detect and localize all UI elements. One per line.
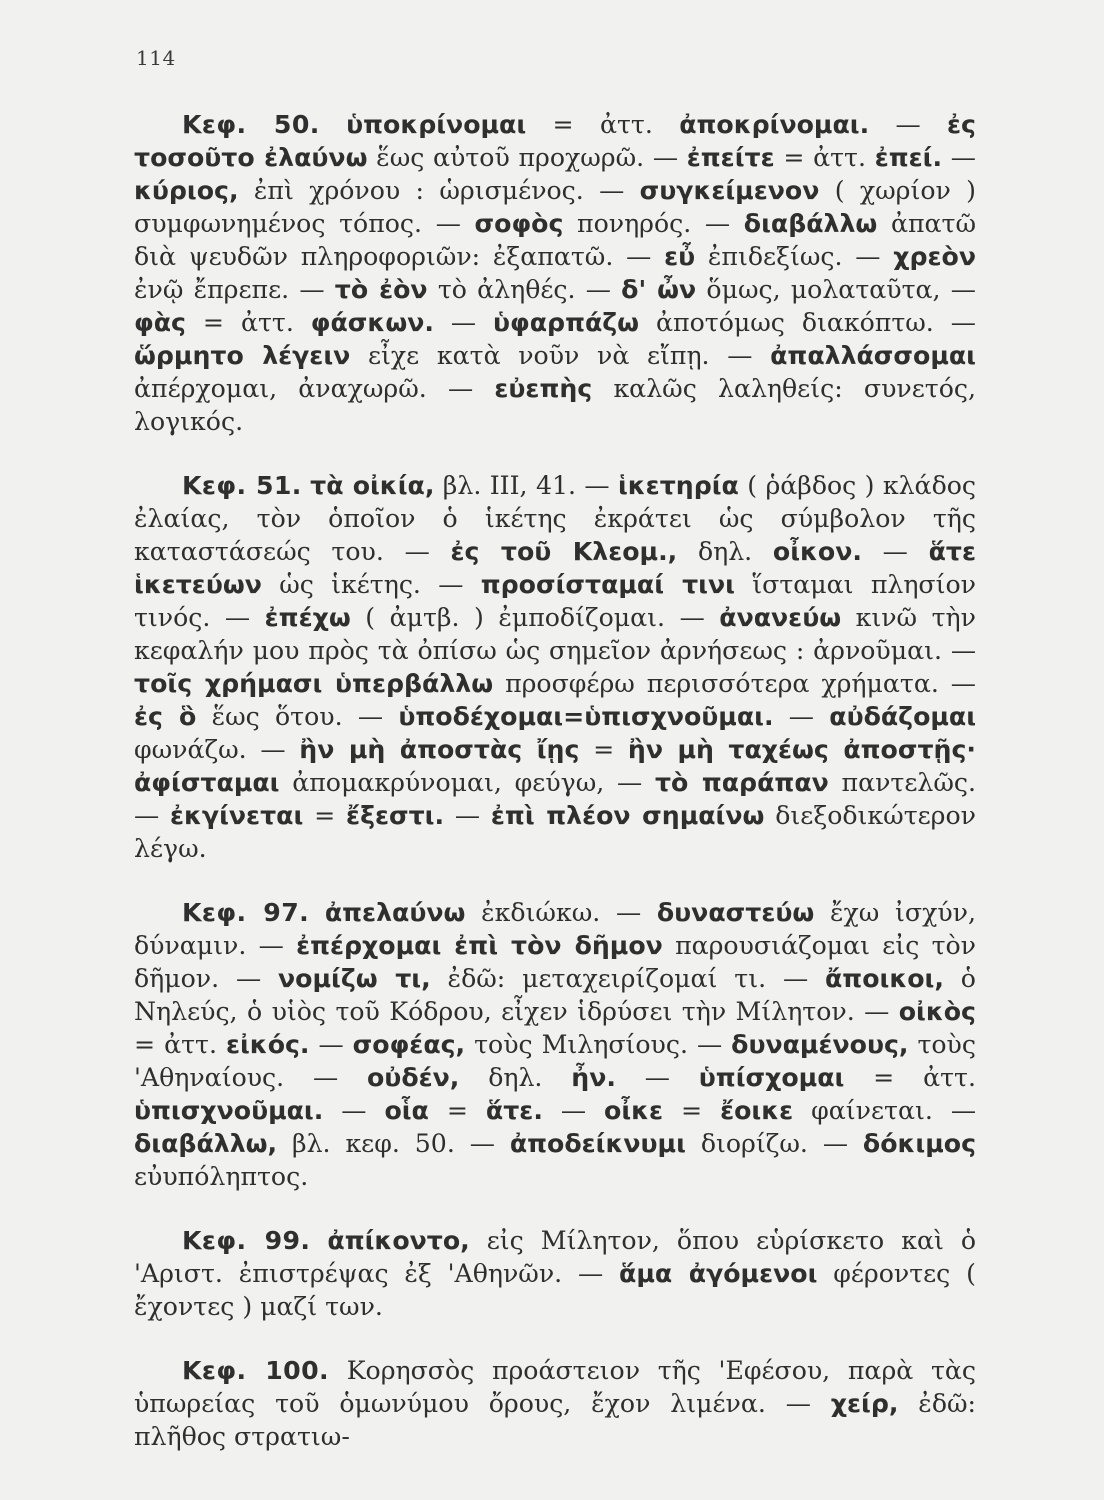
- glossary-definition: προσφέρω περισσότερα χρήματα.: [505, 669, 939, 698]
- glossary-term: αὐδάζομαι: [829, 702, 977, 731]
- separator-dash: —: [615, 898, 657, 927]
- glossary-definition: τοὺς 'Αθηναίους.: [134, 1030, 976, 1092]
- glossary-definition: ὡς ἱκέτης.: [279, 570, 421, 599]
- glossary-definition: ὅμως, μολαταῦτα,: [706, 275, 941, 304]
- separator-dash: —: [454, 801, 491, 830]
- glossary-term: εἰκός.: [225, 1030, 310, 1059]
- chapter-label: Κεφ. 50.: [182, 110, 320, 139]
- glossary-definition: ἐπὶ χρόνου : ὡρισμένος.: [253, 176, 584, 205]
- glossary-term: τὸ παράπαν: [654, 768, 829, 797]
- glossary-term: ἀνανεύω: [719, 603, 842, 632]
- separator-dash: —: [626, 242, 665, 271]
- glossary-term: τὸ ἐὸν: [334, 275, 428, 304]
- page-number: 114: [136, 46, 176, 70]
- glossary-definition: ἐκδιώκω.: [481, 898, 601, 927]
- glossary-term: ἐπεί.: [874, 143, 943, 172]
- glossary-definition: τοὺς Μιλησίους.: [474, 1030, 688, 1059]
- separator-dash: —: [882, 537, 929, 566]
- separator-dash: —: [235, 964, 279, 993]
- separator-dash: —: [704, 209, 744, 238]
- separator-dash: —: [599, 176, 640, 205]
- glossary-definition: διορίζω.: [700, 1129, 808, 1158]
- glossary-definition: ὁ Νηλεύς, ὁ υἱὸς τοῦ Κόδρου, εἶχεν ἱδρύσει τὴν Μίλητον.: [134, 964, 976, 1026]
- glossary-term: ὥρμητο λέγειν: [134, 341, 351, 370]
- glossary-definition: φέροντες ( ἔχοντες ) μαζί των.: [134, 1259, 976, 1321]
- glossary-definition: =: [446, 1096, 468, 1125]
- separator-dash: —: [822, 1129, 863, 1158]
- separator-dash: —: [578, 1259, 620, 1288]
- entry-items: [134, 898, 976, 1191]
- separator-dash: —: [895, 110, 948, 139]
- glossary-term: ἀφίσταμαι: [134, 768, 280, 797]
- glossary-definition: παντελῶς.: [841, 768, 977, 797]
- separator-dash: —: [584, 471, 618, 500]
- separator-dash: —: [258, 931, 297, 960]
- glossary-term: ἱκετηρία: [617, 471, 739, 500]
- glossary-definition: = ἀττ.: [134, 1030, 217, 1059]
- glossary-term: τὰ οἰκία,: [310, 471, 435, 500]
- glossary-term: δ' ὦν: [621, 275, 697, 304]
- glossary-definition: ἀπατῶ διὰ ψευδῶν πληροφοριῶν: ἐξαπατῶ.: [134, 209, 976, 271]
- separator-dash: —: [782, 964, 825, 993]
- glossary-definition: ἀπομακρύνομαι, φεύγω,: [292, 768, 605, 797]
- glossary-term: δυναμένους,: [731, 1030, 909, 1059]
- glossary-term: ἀπαλλάσσομαι: [770, 341, 976, 370]
- entry-items: [134, 471, 976, 863]
- glossary-definition: πονηρός.: [577, 209, 692, 238]
- separator-dash: —: [679, 603, 720, 632]
- separator-dash: —: [950, 308, 976, 337]
- separator-dash: —: [469, 1129, 510, 1158]
- separator-dash: —: [788, 702, 830, 731]
- glossary-definition: κινῶ τὴν κεφαλήν μου πρὸς τὰ ὀπίσω ὡς σημεῖον ἀρνήσεως : ἀρνοῦμαι.: [134, 603, 976, 665]
- glossary-definition: διεξοδικώτερον λέγω.: [134, 801, 976, 863]
- glossary-definition: ἀποτόμως διακόπτω.: [656, 308, 934, 337]
- glossary-term: χείρ,: [830, 1389, 899, 1418]
- glossary-definition: Κορησσὸς προάστειον τῆς 'Εφέσου, παρὰ τὰς ὑπωρείας τοῦ ὁμωνύμου ὄρους, ἔχον λιμένα.: [134, 1356, 976, 1418]
- glossary-term: ἢν μὴ ταχέως ἀποστῇς·: [627, 735, 976, 764]
- glossary-term: ἀποκρίνομαι.: [679, 110, 870, 139]
- separator-dash: —: [950, 636, 976, 665]
- glossary-term: ὑποδέχομαι=ὑπισχνοῦμαι.: [398, 702, 774, 731]
- chapter-entry-50: [134, 108, 976, 438]
- chapter-entry-97: [134, 896, 976, 1193]
- glossary-term: ἢν μὴ ἀποστὰς ἴῃς: [299, 735, 580, 764]
- glossary-term: τοῖς χρήμασι ὑπερβάλλω: [134, 669, 494, 698]
- separator-dash: —: [950, 669, 976, 698]
- glossary-term: ἔοικε: [720, 1096, 794, 1125]
- glossary-term: ἔξεστι.: [346, 801, 445, 830]
- glossary-definition: δηλ.: [488, 1063, 543, 1092]
- glossary-term: οἰκὸς: [898, 997, 976, 1026]
- chapter-label: Κεφ. 51.: [182, 471, 302, 500]
- separator-dash: —: [696, 1030, 732, 1059]
- glossary-term: ἐπὶ πλέον σημαίνω: [490, 801, 765, 830]
- glossary-term: ἅτε.: [485, 1096, 543, 1125]
- glossary-term: ἅτε ἱκετεύων: [134, 537, 976, 599]
- glossary-definition: =: [593, 735, 615, 764]
- glossary-term: ἐς ὃ: [134, 702, 197, 731]
- glossary-definition: ἕως αὐτοῦ προχωρῶ.: [376, 143, 645, 172]
- glossary-definition: βλ. κεφ. 50.: [292, 1129, 455, 1158]
- glossary-definition: εἰς Μίλητον, ὅπου εὑρίσκετο καὶ ὁ 'Αριστ. ἐπιστρέψας ἐξ 'Αθηνῶν.: [134, 1226, 976, 1288]
- glossary-term: ἄποικοι,: [825, 964, 944, 993]
- glossary-definition: εὐυπόληπτος.: [134, 1162, 309, 1191]
- entry-items: [134, 110, 976, 436]
- glossary-definition: τὸ ἀληθές.: [437, 275, 576, 304]
- glossary-definition: =: [314, 801, 336, 830]
- glossary-term: ἀποδείκνυμι: [509, 1129, 686, 1158]
- chapter-entry-51: [134, 469, 976, 865]
- glossary-term: διαβάλλω: [743, 209, 878, 238]
- glossary-definition: βλ. III, 41.: [442, 471, 576, 500]
- glossary-definition: ( χωρίον ) συμφωνημένος τόπος.: [134, 176, 976, 238]
- separator-dash: —: [727, 341, 771, 370]
- separator-dash: —: [438, 570, 481, 599]
- glossary-definition: καλῶς λαληθείς: συνετός, λογικός.: [134, 374, 976, 436]
- glossary-term: ὑφαρπάζω: [493, 308, 640, 337]
- glossary-definition: εἶχε κατὰ νοῦν νὰ εἴπῃ.: [367, 341, 710, 370]
- separator-dash: —: [617, 768, 655, 797]
- glossary-definition: ( ῥάβδος ) κλάδος ἐλαίας, τὸν ὁποῖον ὁ ἱκέτης ἐκράτει ὡς σύμβολον τῆς καταστάσεώς του.: [134, 471, 977, 566]
- chapter-label: Κεφ. 99.: [182, 1226, 311, 1255]
- separator-dash: —: [318, 1030, 353, 1059]
- glossary-term: ἐπέρχομαι ἐπὶ τὸν δῆμον: [296, 931, 663, 960]
- chapter-label: Κεφ. 100.: [182, 1356, 330, 1385]
- glossary-term: ἐς τοσοῦτο ἐλαύνω: [134, 110, 976, 172]
- separator-dash: —: [950, 275, 976, 304]
- separator-dash: —: [644, 1063, 699, 1092]
- glossary-term: προσίσταμαί τινι: [480, 570, 735, 599]
- glossary-term: χρεὸν: [893, 242, 976, 271]
- glossary-definition: = ἀττ.: [202, 308, 294, 337]
- separator-dash: —: [864, 997, 899, 1026]
- separator-dash: —: [260, 735, 300, 764]
- glossary-term: διαβάλλω,: [134, 1129, 278, 1158]
- glossary-term: νομίζω τι,: [278, 964, 431, 993]
- separator-dash: —: [950, 143, 976, 172]
- glossary-term: οἶκον.: [772, 537, 862, 566]
- separator-dash: —: [435, 209, 475, 238]
- glossary-term: εὖ: [664, 242, 696, 271]
- glossary-definition: ἐδῶ: πλῆθος στρατιω-: [134, 1389, 977, 1451]
- glossary-definition: = ἀττ.: [873, 1063, 976, 1092]
- chapter-label: Κεφ. 97.: [182, 898, 310, 927]
- glossary-term: δόκιμος: [862, 1129, 977, 1158]
- glossary-definition: ἐπιδεξίως.: [707, 242, 843, 271]
- glossary-definition: ἐνῷ ἔπρεπε.: [134, 275, 290, 304]
- glossary-definition: δηλ.: [697, 537, 753, 566]
- glossary-term: ἐπείτε: [686, 143, 775, 172]
- glossary-term: ὑπίσχομαι: [698, 1063, 845, 1092]
- glossary-term: ὑπισχνοῦμαι.: [134, 1096, 324, 1125]
- glossary-term: δυναστεύω: [656, 898, 815, 927]
- separator-dash: —: [224, 603, 265, 632]
- glossary-term: οἶκε: [604, 1096, 664, 1125]
- separator-dash: —: [855, 242, 894, 271]
- separator-dash: —: [341, 1096, 385, 1125]
- glossary-term: οἷα: [384, 1096, 429, 1125]
- glossary-definition: φαίνεται.: [811, 1096, 933, 1125]
- glossary-definition: = ἀττ.: [552, 110, 653, 139]
- glossary-definition: ἀπέρχομαι, ἀναχωρῶ.: [134, 374, 427, 403]
- glossary-term: ἐκγίνεται: [170, 801, 304, 830]
- separator-dash: —: [560, 1096, 605, 1125]
- glossary-definition: παρουσιάζομαι εἰς τὸν δῆμον.: [134, 931, 976, 993]
- separator-dash: —: [950, 1096, 977, 1125]
- glossary-definition: φωνάζω.: [134, 735, 247, 764]
- glossary-term: ἅμα ἀγόμενοι: [619, 1259, 818, 1288]
- glossary-term: οὐδέν,: [367, 1063, 460, 1092]
- separator-dash: —: [450, 308, 494, 337]
- separator-dash: —: [312, 1063, 367, 1092]
- separator-dash: —: [299, 275, 335, 304]
- glossary-term: ἐς τοῦ Κλεομ.,: [450, 537, 678, 566]
- separator-dash: —: [585, 275, 622, 304]
- separator-dash: —: [134, 801, 171, 830]
- glossary-term: ἐπέχω: [264, 603, 351, 632]
- chapter-entry-99: [134, 1224, 976, 1323]
- separator-dash: —: [652, 143, 687, 172]
- separator-dash: —: [785, 1389, 831, 1418]
- glossary-definition: ἔχω ἰσχύν, δύναμιν.: [134, 898, 976, 960]
- glossary-term: ἦν.: [571, 1063, 616, 1092]
- glossary-term: ὑποκρίνομαι: [346, 110, 527, 139]
- separator-dash: —: [448, 374, 495, 403]
- glossary-definition: = ἀττ.: [783, 143, 866, 172]
- chapter-entry-100: [134, 1354, 976, 1453]
- glossary-term: φὰς: [134, 308, 186, 337]
- separator-dash: —: [357, 702, 399, 731]
- glossary-term: κύριος,: [134, 176, 239, 205]
- glossary-term: συγκείμενον: [639, 176, 820, 205]
- glossary-definition: ἵσταμαι πλησίον τινός.: [134, 570, 976, 632]
- glossary-term: ἀπίκοντο,: [327, 1226, 470, 1255]
- glossary-term: σοφὸς: [474, 209, 564, 238]
- glossary-definition: ἐδῶ: μεταχειρίζομαί τι.: [447, 964, 767, 993]
- glossary-term: φάσκων.: [310, 308, 434, 337]
- glossary-definition: =: [681, 1096, 703, 1125]
- glossary-term: σοφέας,: [352, 1030, 466, 1059]
- glossary-definition: ἕως ὅτου.: [211, 702, 343, 731]
- commentary-text: [134, 108, 976, 1453]
- glossary-definition: ( ἀμτβ. ) ἐμποδίζομαι.: [365, 603, 666, 632]
- separator-dash: —: [404, 537, 451, 566]
- glossary-term: εὐεπὴς: [494, 374, 593, 403]
- glossary-term: ἀπελαύνω: [324, 898, 466, 927]
